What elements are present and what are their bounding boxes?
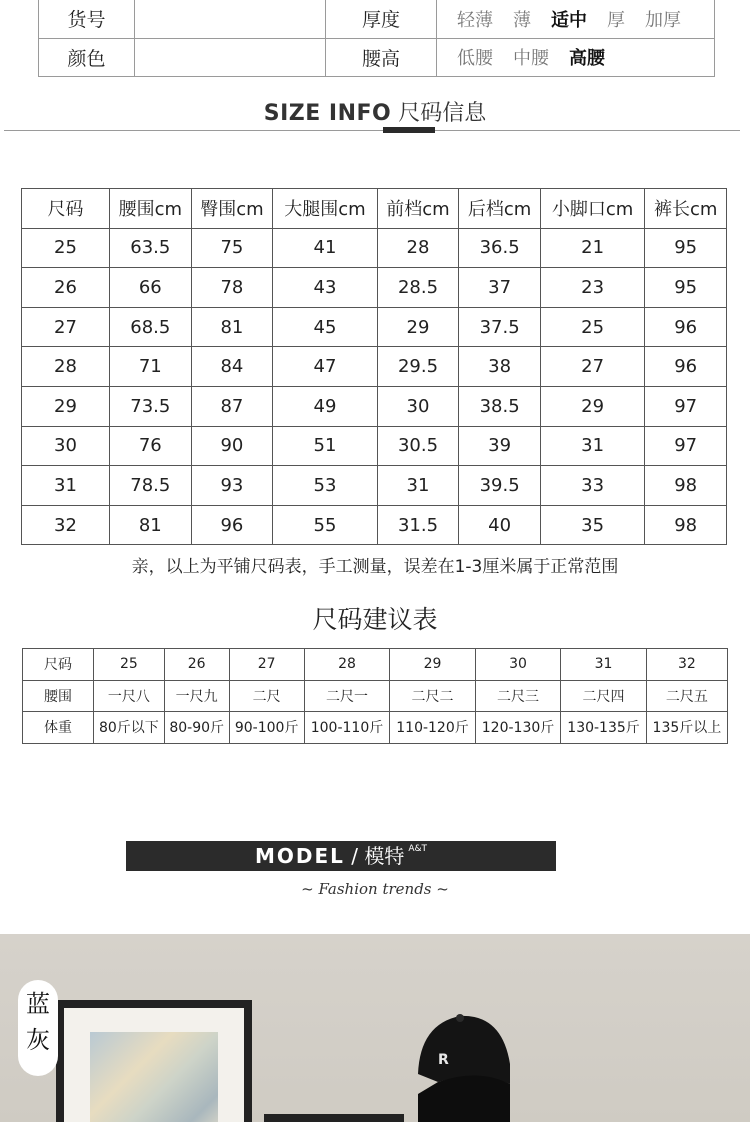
table-cell: 28	[22, 347, 110, 387]
recommend-table	[22, 648, 728, 744]
table-cell: 29	[377, 307, 459, 347]
table-cell: 38.5	[459, 386, 541, 426]
table-cell: 90	[191, 426, 273, 466]
table-cell: 32	[22, 505, 110, 545]
table-cell: 49	[273, 386, 377, 426]
table-cell: 40	[459, 505, 541, 545]
table-cell: 26	[22, 268, 110, 308]
table-row	[22, 426, 727, 466]
table-cell: 28	[377, 228, 459, 268]
table-cell: 90-100斤	[229, 712, 304, 744]
table-cell: 31	[540, 426, 644, 466]
table-cell: 98	[645, 466, 727, 506]
table-cell: 95	[645, 268, 727, 308]
table-cell: 66	[110, 268, 192, 308]
color-label: 灰	[26, 1026, 50, 1054]
size-table-header	[22, 189, 727, 229]
header-cell: 小脚口cm	[540, 189, 644, 229]
table-cell: 78.5	[110, 466, 192, 506]
attr-label-thickness: 厚度	[326, 0, 437, 38]
table-cell: 31	[22, 466, 110, 506]
table-cell: 81	[110, 505, 192, 545]
model-title-en: MODEL	[254, 844, 345, 868]
baseball-cap-icon	[398, 1004, 516, 1122]
size-info-heading	[0, 96, 750, 127]
header-cell: 后档cm	[459, 189, 541, 229]
header-cell: 臀围cm	[191, 189, 273, 229]
waist-height-options	[437, 38, 715, 76]
table-cell: 68.5	[110, 307, 192, 347]
table-cell: 96	[191, 505, 273, 545]
attribute-row-thickness	[39, 0, 715, 38]
table-cell: 31.5	[377, 505, 459, 545]
thickness-option: 加厚	[645, 9, 681, 31]
recommend-title: 尺码建议表	[312, 605, 438, 634]
table-cell: 37	[459, 268, 541, 308]
table-cell: 45	[273, 307, 377, 347]
wall-frame-small	[264, 1114, 404, 1122]
table-row	[22, 386, 727, 426]
table-cell: 33	[540, 466, 644, 506]
model-superscript: A&T	[408, 844, 428, 854]
thickness-options	[437, 0, 715, 38]
table-cell: 37.5	[459, 307, 541, 347]
table-cell: 130-135斤	[561, 712, 647, 744]
table-cell: 二尺三	[475, 680, 561, 712]
size-info-title-en: SIZE INFO	[263, 101, 392, 126]
table-cell: 80斤以下	[94, 712, 165, 744]
attribute-table	[38, 0, 715, 77]
table-cell: 47	[273, 347, 377, 387]
thickness-option-selected: 适中	[551, 9, 587, 31]
table-cell: 29	[22, 386, 110, 426]
table-cell: 23	[540, 268, 644, 308]
attr-value-color	[135, 38, 326, 76]
table-cell: 36.5	[459, 228, 541, 268]
table-cell: 39	[459, 426, 541, 466]
waist-option: 中腰	[513, 48, 549, 69]
abstract-painting	[90, 1032, 218, 1122]
table-cell: 63.5	[110, 228, 192, 268]
wall-frame	[56, 1000, 252, 1122]
table-cell: 28.5	[377, 268, 459, 308]
table-cell: 96	[645, 347, 727, 387]
table-cell: 一尺八	[94, 680, 165, 712]
header-cell: 腰围cm	[110, 189, 192, 229]
table-cell: 96	[645, 307, 727, 347]
measurement-note: 亲，以上为平铺尺码表，手工测量，误差在1-3厘米属于正常范围	[131, 557, 619, 577]
table-cell: 29.5	[377, 347, 459, 387]
table-cell: 28	[304, 649, 390, 681]
table-cell: 25	[540, 307, 644, 347]
header-cell: 大腿围cm	[273, 189, 377, 229]
cap-letter: R	[438, 1052, 449, 1068]
table-cell: 75	[191, 228, 273, 268]
waist-option: 低腰	[457, 48, 493, 69]
table-cell: 73.5	[110, 386, 192, 426]
table-cell: 30	[22, 426, 110, 466]
table-cell: 98	[645, 505, 727, 545]
header-cell: 尺码	[22, 189, 110, 229]
color-tag	[18, 980, 58, 1076]
table-cell: 30	[475, 649, 561, 681]
table-row	[22, 466, 727, 506]
table-cell: 80-90斤	[164, 712, 229, 744]
row-label: 腰围	[23, 680, 94, 712]
table-row	[22, 228, 727, 268]
table-cell: 81	[191, 307, 273, 347]
table-cell: 93	[191, 466, 273, 506]
table-cell: 一尺九	[164, 680, 229, 712]
table-cell: 97	[645, 386, 727, 426]
table-cell: 27	[540, 347, 644, 387]
table-cell: 100-110斤	[304, 712, 390, 744]
table-cell: 53	[273, 466, 377, 506]
table-cell: 41	[273, 228, 377, 268]
table-cell: 30	[377, 386, 459, 426]
row-label: 尺码	[23, 649, 94, 681]
table-cell: 二尺四	[561, 680, 647, 712]
attr-label-color: 颜色	[39, 38, 135, 76]
table-cell: 27	[229, 649, 304, 681]
thickness-option: 薄	[513, 9, 531, 31]
table-cell: 30.5	[377, 426, 459, 466]
table-cell: 25	[94, 649, 165, 681]
table-cell: 31	[377, 466, 459, 506]
table-cell: 25	[22, 228, 110, 268]
table-cell: 43	[273, 268, 377, 308]
model-separator: /	[351, 844, 358, 868]
waist-option-selected: 高腰	[569, 48, 605, 69]
table-cell: 87	[191, 386, 273, 426]
table-cell: 29	[390, 649, 476, 681]
table-cell: 39.5	[459, 466, 541, 506]
table-cell: 95	[645, 228, 727, 268]
table-cell: 二尺	[229, 680, 304, 712]
table-row	[22, 307, 727, 347]
table-cell: 26	[164, 649, 229, 681]
header-cell: 裤长cm	[645, 189, 727, 229]
table-cell: 27	[22, 307, 110, 347]
size-table	[21, 188, 727, 545]
table-cell: 32	[646, 649, 727, 681]
size-info-title-cn: 尺码信息	[398, 101, 487, 126]
table-cell: 78	[191, 268, 273, 308]
divider-line	[4, 130, 740, 131]
table-cell: 76	[110, 426, 192, 466]
divider-accent	[383, 127, 435, 133]
table-row	[22, 347, 727, 387]
table-cell: 110-120斤	[390, 712, 476, 744]
table-cell: 二尺二	[390, 680, 476, 712]
recommend-row-size	[23, 649, 728, 681]
table-cell: 二尺五	[646, 680, 727, 712]
attr-label-item-no: 货号	[39, 0, 135, 38]
table-cell: 55	[273, 505, 377, 545]
recommend-row-weight	[23, 712, 728, 744]
table-cell: 51	[273, 426, 377, 466]
frame-mat	[64, 1008, 244, 1122]
table-cell: 84	[191, 347, 273, 387]
table-cell: 35	[540, 505, 644, 545]
thickness-option: 厚	[607, 9, 625, 31]
table-cell: 71	[110, 347, 192, 387]
table-row	[22, 505, 727, 545]
attr-value-item-no	[135, 0, 326, 38]
table-cell: 120-130斤	[475, 712, 561, 744]
attr-label-waist-height: 腰高	[326, 38, 437, 76]
table-cell: 21	[540, 228, 644, 268]
fashion-subtitle: ~ Fashion trends ~	[301, 880, 449, 898]
model-title-cn: 模特	[364, 844, 405, 868]
attribute-row-waist	[39, 38, 715, 76]
thickness-option: 轻薄	[457, 9, 493, 31]
table-cell: 29	[540, 386, 644, 426]
table-cell: 38	[459, 347, 541, 387]
table-cell: 31	[561, 649, 647, 681]
model-banner	[126, 841, 556, 871]
table-cell: 二尺一	[304, 680, 390, 712]
table-cell: 135斤以上	[646, 712, 727, 744]
row-label: 体重	[23, 712, 94, 744]
color-label: 蓝	[26, 990, 50, 1018]
model-photo	[0, 934, 750, 1122]
table-row	[22, 268, 727, 308]
header-cell: 前档cm	[377, 189, 459, 229]
table-cell: 97	[645, 426, 727, 466]
recommend-row-waist	[23, 680, 728, 712]
